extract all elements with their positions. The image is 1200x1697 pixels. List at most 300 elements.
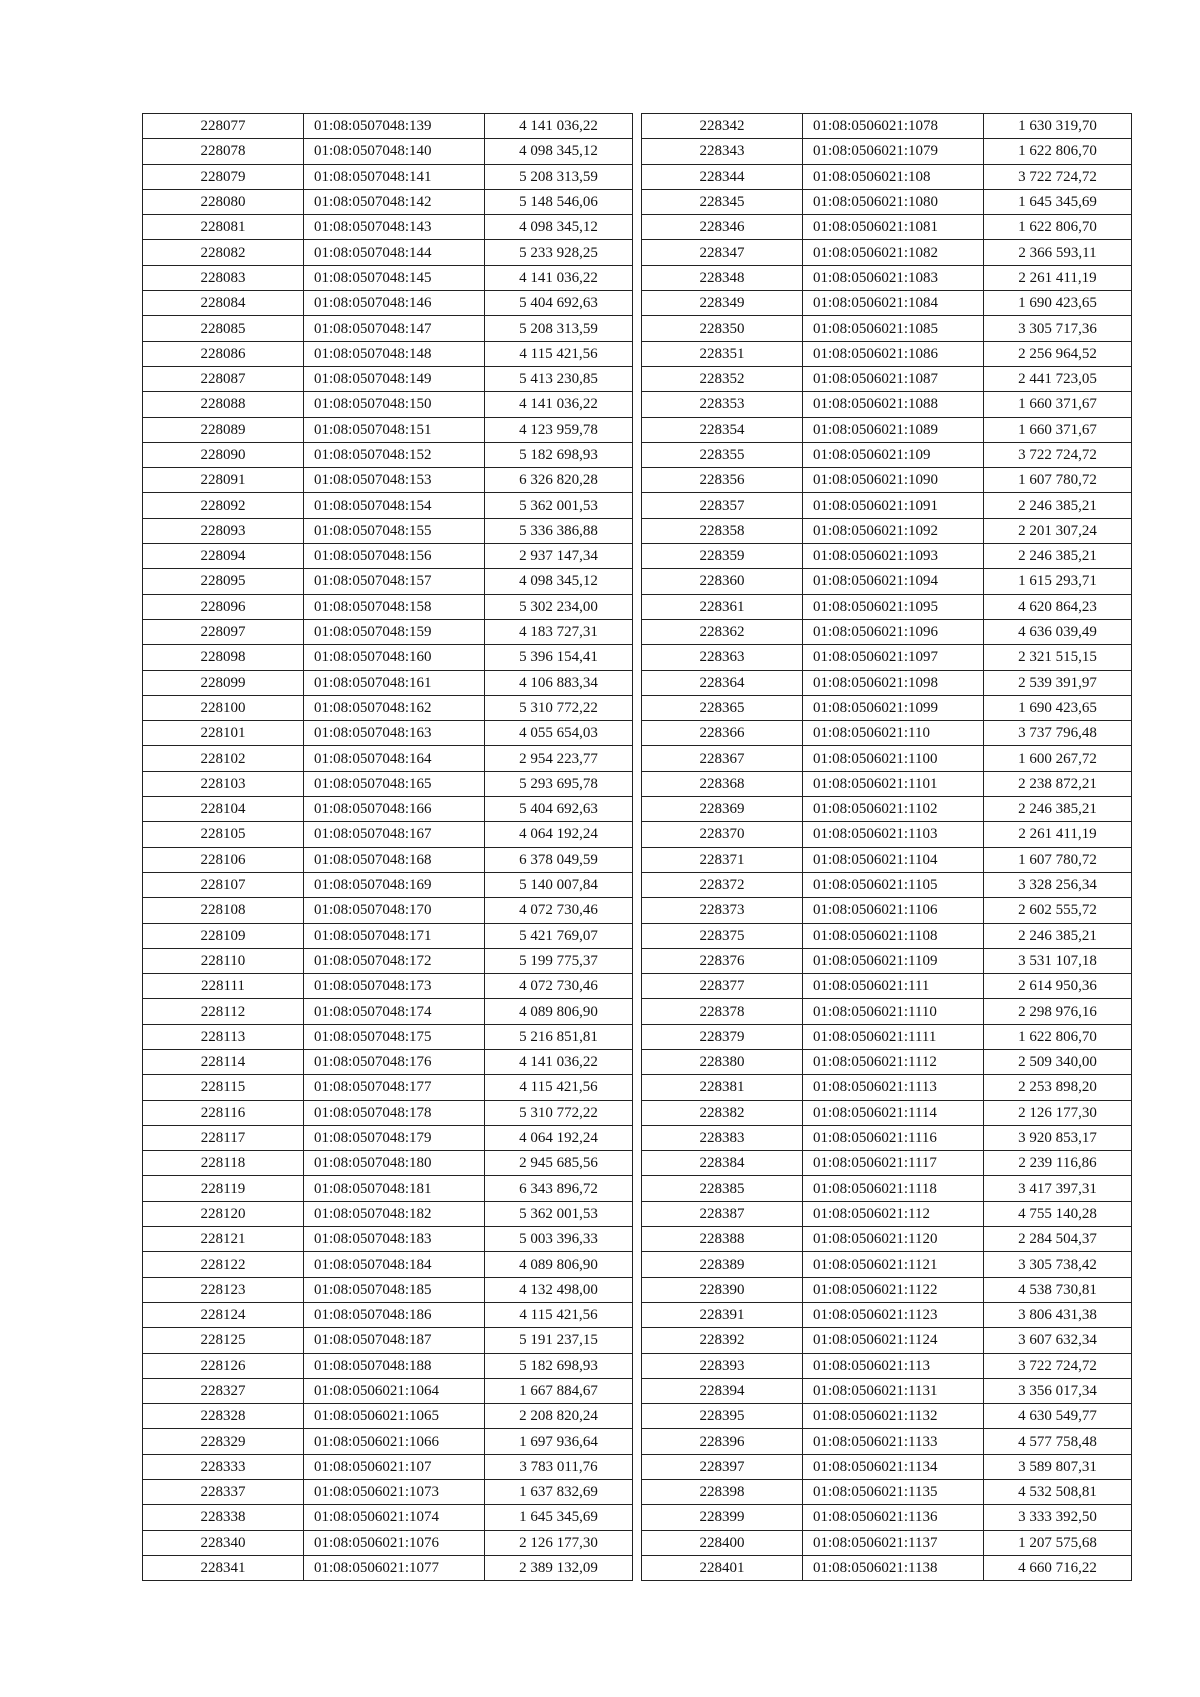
cadastral-number-cell: 01:08:0507048:143 bbox=[304, 215, 485, 240]
row-number-cell: 228086 bbox=[143, 341, 304, 366]
table-row bbox=[642, 1530, 1132, 1555]
cadastral-number-cell: 01:08:0507048:155 bbox=[304, 518, 485, 543]
table-row bbox=[642, 265, 1132, 290]
table-row bbox=[143, 822, 633, 847]
table-row bbox=[642, 316, 1132, 341]
cadastral-number-cell: 01:08:0506021:1078 bbox=[803, 114, 984, 139]
row-number-cell: 228354 bbox=[642, 417, 803, 442]
row-number-cell: 228115 bbox=[143, 1075, 304, 1100]
cadastral-value-cell: 5 233 928,25 bbox=[485, 240, 633, 265]
cadastral-value-cell: 3 417 397,31 bbox=[984, 1176, 1132, 1201]
cadastral-number-cell: 01:08:0506021:1104 bbox=[803, 847, 984, 872]
row-number-cell: 228096 bbox=[143, 594, 304, 619]
table-row bbox=[642, 645, 1132, 670]
table-row bbox=[143, 923, 633, 948]
row-number-cell: 228337 bbox=[143, 1480, 304, 1505]
cadastral-number-cell: 01:08:0506021:1102 bbox=[803, 797, 984, 822]
cadastral-value-cell: 5 182 698,93 bbox=[485, 1353, 633, 1378]
cadastral-number-cell: 01:08:0507048:171 bbox=[304, 923, 485, 948]
cadastral-number-cell: 01:08:0506021:1076 bbox=[304, 1530, 485, 1555]
cadastral-value-cell: 5 208 313,59 bbox=[485, 316, 633, 341]
cadastral-value-cell: 3 783 011,76 bbox=[485, 1454, 633, 1479]
cadastral-value-cell: 2 261 411,19 bbox=[984, 822, 1132, 847]
cadastral-value-cell: 5 182 698,93 bbox=[485, 442, 633, 467]
cadastral-value-cell: 4 064 192,24 bbox=[485, 1125, 633, 1150]
row-number-cell: 228328 bbox=[143, 1404, 304, 1429]
cadastral-number-cell: 01:08:0506021:1091 bbox=[803, 493, 984, 518]
row-number-cell: 228359 bbox=[642, 544, 803, 569]
row-number-cell: 228387 bbox=[642, 1201, 803, 1226]
row-number-cell: 228344 bbox=[642, 164, 803, 189]
table-row bbox=[143, 417, 633, 442]
cadastral-value-cell: 2 238 872,21 bbox=[984, 771, 1132, 796]
cadastral-value-cell: 6 378 049,59 bbox=[485, 847, 633, 872]
cadastral-number-cell: 01:08:0506021:1095 bbox=[803, 594, 984, 619]
table-row bbox=[143, 240, 633, 265]
table-row bbox=[642, 1176, 1132, 1201]
table-row bbox=[143, 898, 633, 923]
cadastral-number-cell: 01:08:0506021:1064 bbox=[304, 1378, 485, 1403]
cadastral-value-cell: 6 343 896,72 bbox=[485, 1176, 633, 1201]
table-row bbox=[642, 139, 1132, 164]
table-row bbox=[143, 1125, 633, 1150]
table-row bbox=[642, 746, 1132, 771]
table-row bbox=[143, 1151, 633, 1176]
cadastral-number-cell: 01:08:0506021:1112 bbox=[803, 1049, 984, 1074]
row-number-cell: 228383 bbox=[642, 1125, 803, 1150]
cadastral-value-cell: 2 366 593,11 bbox=[984, 240, 1132, 265]
cadastral-number-cell: 01:08:0506021:111 bbox=[803, 974, 984, 999]
cadastral-value-cell: 2 509 340,00 bbox=[984, 1049, 1132, 1074]
table-row bbox=[642, 1277, 1132, 1302]
cadastral-value-cell: 3 737 796,48 bbox=[984, 721, 1132, 746]
cadastral-value-cell: 1 667 884,67 bbox=[485, 1378, 633, 1403]
cadastral-value-cell: 2 208 820,24 bbox=[485, 1404, 633, 1429]
cadastral-number-cell: 01:08:0506021:1100 bbox=[803, 746, 984, 771]
row-number-cell: 228397 bbox=[642, 1454, 803, 1479]
row-number-cell: 228078 bbox=[143, 139, 304, 164]
cadastral-value-cell: 4 630 549,77 bbox=[984, 1404, 1132, 1429]
table-row bbox=[642, 872, 1132, 897]
table-row bbox=[143, 493, 633, 518]
cadastral-number-cell: 01:08:0506021:1105 bbox=[803, 872, 984, 897]
row-number-cell: 228085 bbox=[143, 316, 304, 341]
cadastral-value-cell: 1 630 319,70 bbox=[984, 114, 1132, 139]
row-number-cell: 228396 bbox=[642, 1429, 803, 1454]
table-row bbox=[143, 265, 633, 290]
row-number-cell: 228400 bbox=[642, 1530, 803, 1555]
row-number-cell: 228083 bbox=[143, 265, 304, 290]
row-number-cell: 228377 bbox=[642, 974, 803, 999]
row-number-cell: 228089 bbox=[143, 417, 304, 442]
row-number-cell: 228110 bbox=[143, 948, 304, 973]
row-number-cell: 228367 bbox=[642, 746, 803, 771]
cadastral-value-cell: 4 755 140,28 bbox=[984, 1201, 1132, 1226]
cadastral-value-cell: 1 637 832,69 bbox=[485, 1480, 633, 1505]
cadastral-value-cell: 1 690 423,65 bbox=[984, 291, 1132, 316]
row-number-cell: 228380 bbox=[642, 1049, 803, 1074]
cadastral-value-cell: 3 328 256,34 bbox=[984, 872, 1132, 897]
cadastral-value-cell: 4 636 039,49 bbox=[984, 619, 1132, 644]
row-number-cell: 228124 bbox=[143, 1302, 304, 1327]
cadastral-value-cell: 2 246 385,21 bbox=[984, 544, 1132, 569]
row-number-cell: 228125 bbox=[143, 1328, 304, 1353]
cadastral-value-cell: 2 246 385,21 bbox=[984, 797, 1132, 822]
cadastral-number-cell: 01:08:0506021:1092 bbox=[803, 518, 984, 543]
table-row bbox=[642, 923, 1132, 948]
row-number-cell: 228389 bbox=[642, 1252, 803, 1277]
cadastral-value-cell: 2 954 223,77 bbox=[485, 746, 633, 771]
row-number-cell: 228376 bbox=[642, 948, 803, 973]
row-number-cell: 228108 bbox=[143, 898, 304, 923]
cadastral-value-cell: 2 602 555,72 bbox=[984, 898, 1132, 923]
cadastral-value-cell: 1 207 575,68 bbox=[984, 1530, 1132, 1555]
cadastral-value-cell: 2 284 504,37 bbox=[984, 1227, 1132, 1252]
cadastral-number-cell: 01:08:0507048:140 bbox=[304, 139, 485, 164]
cadastral-number-cell: 01:08:0506021:112 bbox=[803, 1201, 984, 1226]
row-number-cell: 228094 bbox=[143, 544, 304, 569]
table-row bbox=[642, 215, 1132, 240]
cadastral-value-cell: 5 404 692,63 bbox=[485, 291, 633, 316]
table-row bbox=[642, 366, 1132, 391]
cadastral-value-cell: 3 589 807,31 bbox=[984, 1454, 1132, 1479]
row-number-cell: 228399 bbox=[642, 1505, 803, 1530]
cadastral-number-cell: 01:08:0506021:1135 bbox=[803, 1480, 984, 1505]
cadastral-number-cell: 01:08:0507048:173 bbox=[304, 974, 485, 999]
cadastral-number-cell: 01:08:0507048:148 bbox=[304, 341, 485, 366]
row-number-cell: 228363 bbox=[642, 645, 803, 670]
table-row bbox=[642, 1302, 1132, 1327]
table-row bbox=[143, 1378, 633, 1403]
cadastral-value-cell: 2 126 177,30 bbox=[984, 1100, 1132, 1125]
cadastral-value-cell: 3 920 853,17 bbox=[984, 1125, 1132, 1150]
table-row bbox=[642, 1429, 1132, 1454]
table-row bbox=[642, 721, 1132, 746]
row-number-cell: 228342 bbox=[642, 114, 803, 139]
cadastral-number-cell: 01:08:0506021:1123 bbox=[803, 1302, 984, 1327]
cadastral-value-cell: 3 607 632,34 bbox=[984, 1328, 1132, 1353]
table-row bbox=[642, 1454, 1132, 1479]
cadastral-number-cell: 01:08:0507048:158 bbox=[304, 594, 485, 619]
row-number-cell: 228371 bbox=[642, 847, 803, 872]
table-row bbox=[642, 189, 1132, 214]
cadastral-value-cell: 2 614 950,36 bbox=[984, 974, 1132, 999]
row-number-cell: 228126 bbox=[143, 1353, 304, 1378]
row-number-cell: 228093 bbox=[143, 518, 304, 543]
cadastral-value-cell: 4 064 192,24 bbox=[485, 822, 633, 847]
cadastral-number-cell: 01:08:0507048:167 bbox=[304, 822, 485, 847]
row-number-cell: 228345 bbox=[642, 189, 803, 214]
table-row bbox=[143, 139, 633, 164]
cadastral-number-cell: 01:08:0506021:1096 bbox=[803, 619, 984, 644]
cadastral-value-cell: 4 089 806,90 bbox=[485, 999, 633, 1024]
row-number-cell: 228343 bbox=[642, 139, 803, 164]
cadastral-number-cell: 01:08:0506021:1133 bbox=[803, 1429, 984, 1454]
row-number-cell: 228347 bbox=[642, 240, 803, 265]
cadastral-value-cell: 3 722 724,72 bbox=[984, 1353, 1132, 1378]
cadastral-number-cell: 01:08:0506021:1089 bbox=[803, 417, 984, 442]
cadastral-value-cell: 5 413 230,85 bbox=[485, 366, 633, 391]
cadastral-value-cell: 4 115 421,56 bbox=[485, 1302, 633, 1327]
row-number-cell: 228104 bbox=[143, 797, 304, 822]
table-row bbox=[143, 948, 633, 973]
table-row bbox=[642, 544, 1132, 569]
table-row bbox=[642, 974, 1132, 999]
row-number-cell: 228107 bbox=[143, 872, 304, 897]
cadastral-value-cell: 6 326 820,28 bbox=[485, 468, 633, 493]
cadastral-value-cell: 1 622 806,70 bbox=[984, 139, 1132, 164]
cadastral-number-cell: 01:08:0506021:1117 bbox=[803, 1151, 984, 1176]
row-number-cell: 228087 bbox=[143, 366, 304, 391]
cadastral-number-cell: 01:08:0507048:146 bbox=[304, 291, 485, 316]
cadastral-number-cell: 01:08:0506021:1138 bbox=[803, 1555, 984, 1580]
row-number-cell: 228348 bbox=[642, 265, 803, 290]
row-number-cell: 228333 bbox=[143, 1454, 304, 1479]
cadastral-number-cell: 01:08:0506021:1137 bbox=[803, 1530, 984, 1555]
cadastral-value-cell: 2 261 411,19 bbox=[984, 265, 1132, 290]
cadastral-number-cell: 01:08:0506021:1122 bbox=[803, 1277, 984, 1302]
row-number-cell: 228079 bbox=[143, 164, 304, 189]
table-row bbox=[143, 645, 633, 670]
table-row bbox=[642, 1075, 1132, 1100]
cadastral-value-cell: 4 098 345,12 bbox=[485, 139, 633, 164]
cadastral-number-cell: 01:08:0507048:150 bbox=[304, 392, 485, 417]
cadastral-value-cell: 5 199 775,37 bbox=[485, 948, 633, 973]
table-row bbox=[642, 948, 1132, 973]
table-row bbox=[143, 1480, 633, 1505]
cadastral-value-cell: 3 305 738,42 bbox=[984, 1252, 1132, 1277]
table-row bbox=[143, 1555, 633, 1580]
row-number-cell: 228369 bbox=[642, 797, 803, 822]
table-row bbox=[143, 1100, 633, 1125]
row-number-cell: 228101 bbox=[143, 721, 304, 746]
table-row bbox=[642, 1353, 1132, 1378]
table-row bbox=[143, 670, 633, 695]
row-number-cell: 228091 bbox=[143, 468, 304, 493]
cadastral-number-cell: 01:08:0506021:1074 bbox=[304, 1505, 485, 1530]
table-row bbox=[642, 1555, 1132, 1580]
cadastral-value-cell: 5 216 851,81 bbox=[485, 1024, 633, 1049]
cadastral-number-cell: 01:08:0507048:178 bbox=[304, 1100, 485, 1125]
table-row bbox=[143, 189, 633, 214]
row-number-cell: 228375 bbox=[642, 923, 803, 948]
cadastral-number-cell: 01:08:0507048:149 bbox=[304, 366, 485, 391]
table-row bbox=[642, 1328, 1132, 1353]
cadastral-number-cell: 01:08:0507048:164 bbox=[304, 746, 485, 771]
table-row bbox=[143, 1277, 633, 1302]
table-row bbox=[642, 569, 1132, 594]
cadastral-number-cell: 01:08:0507048:187 bbox=[304, 1328, 485, 1353]
cadastral-value-cell: 3 356 017,34 bbox=[984, 1378, 1132, 1403]
row-number-cell: 228113 bbox=[143, 1024, 304, 1049]
table-row bbox=[642, 1201, 1132, 1226]
row-number-cell: 228103 bbox=[143, 771, 304, 796]
cadastral-number-cell: 01:08:0506021:1136 bbox=[803, 1505, 984, 1530]
table-row bbox=[642, 898, 1132, 923]
cadastral-value-cell: 5 191 237,15 bbox=[485, 1328, 633, 1353]
table-row bbox=[143, 1353, 633, 1378]
row-number-cell: 228102 bbox=[143, 746, 304, 771]
cadastral-number-cell: 01:08:0506021:1084 bbox=[803, 291, 984, 316]
row-number-cell: 228121 bbox=[143, 1227, 304, 1252]
cadastral-value-cell: 1 645 345,69 bbox=[485, 1505, 633, 1530]
cadastral-number-cell: 01:08:0507048:180 bbox=[304, 1151, 485, 1176]
cadastral-number-cell: 01:08:0507048:176 bbox=[304, 1049, 485, 1074]
table-row bbox=[143, 1505, 633, 1530]
row-number-cell: 228395 bbox=[642, 1404, 803, 1429]
row-number-cell: 228349 bbox=[642, 291, 803, 316]
table-row bbox=[143, 1024, 633, 1049]
table-row bbox=[143, 392, 633, 417]
cadastral-value-cell: 4 183 727,31 bbox=[485, 619, 633, 644]
cadastral-number-cell: 01:08:0506021:1132 bbox=[803, 1404, 984, 1429]
cadastral-number-cell: 01:08:0506021:1134 bbox=[803, 1454, 984, 1479]
cadastral-number-cell: 01:08:0506021:1103 bbox=[803, 822, 984, 847]
row-number-cell: 228353 bbox=[642, 392, 803, 417]
cadastral-number-cell: 01:08:0507048:144 bbox=[304, 240, 485, 265]
row-number-cell: 228112 bbox=[143, 999, 304, 1024]
table-row bbox=[143, 291, 633, 316]
cadastral-value-cell: 1 607 780,72 bbox=[984, 847, 1132, 872]
cadastral-value-cell: 4 098 345,12 bbox=[485, 215, 633, 240]
table-row bbox=[143, 771, 633, 796]
table-row bbox=[143, 721, 633, 746]
cadastral-value-cell: 1 615 293,71 bbox=[984, 569, 1132, 594]
row-number-cell: 228080 bbox=[143, 189, 304, 214]
table-row bbox=[642, 797, 1132, 822]
cadastral-value-cell: 1 622 806,70 bbox=[984, 1024, 1132, 1049]
table-row bbox=[642, 468, 1132, 493]
row-number-cell: 228381 bbox=[642, 1075, 803, 1100]
cadastral-value-cell: 2 246 385,21 bbox=[984, 923, 1132, 948]
row-number-cell: 228361 bbox=[642, 594, 803, 619]
table-row bbox=[642, 417, 1132, 442]
table-row bbox=[642, 291, 1132, 316]
row-number-cell: 228390 bbox=[642, 1277, 803, 1302]
row-number-cell: 228360 bbox=[642, 569, 803, 594]
cadastral-value-cell: 2 298 976,16 bbox=[984, 999, 1132, 1024]
row-number-cell: 228123 bbox=[143, 1277, 304, 1302]
row-number-cell: 228384 bbox=[642, 1151, 803, 1176]
cadastral-number-cell: 01:08:0506021:1124 bbox=[803, 1328, 984, 1353]
table-row bbox=[143, 1176, 633, 1201]
row-number-cell: 228077 bbox=[143, 114, 304, 139]
cadastral-value-cell: 1 660 371,67 bbox=[984, 392, 1132, 417]
row-number-cell: 228098 bbox=[143, 645, 304, 670]
cadastral-number-cell: 01:08:0506021:110 bbox=[803, 721, 984, 746]
cadastral-value-cell: 1 690 423,65 bbox=[984, 695, 1132, 720]
row-number-cell: 228329 bbox=[143, 1429, 304, 1454]
cadastral-number-cell: 01:08:0507048:172 bbox=[304, 948, 485, 973]
cadastral-number-cell: 01:08:0506021:1080 bbox=[803, 189, 984, 214]
cadastral-number-cell: 01:08:0507048:154 bbox=[304, 493, 485, 518]
cadastral-value-cell: 1 622 806,70 bbox=[984, 215, 1132, 240]
row-number-cell: 228117 bbox=[143, 1125, 304, 1150]
cadastral-number-cell: 01:08:0507048:177 bbox=[304, 1075, 485, 1100]
table-row bbox=[642, 1049, 1132, 1074]
cadastral-value-cell: 5 148 546,06 bbox=[485, 189, 633, 214]
cadastral-number-cell: 01:08:0506021:1121 bbox=[803, 1252, 984, 1277]
cadastral-value-cell: 5 336 386,88 bbox=[485, 518, 633, 543]
table-row bbox=[642, 695, 1132, 720]
table-row bbox=[642, 392, 1132, 417]
cadastral-value-cell: 5 310 772,22 bbox=[485, 695, 633, 720]
cadastral-number-cell: 01:08:0507048:152 bbox=[304, 442, 485, 467]
row-number-cell: 228346 bbox=[642, 215, 803, 240]
cadastral-value-cell: 2 441 723,05 bbox=[984, 366, 1132, 391]
cadastral-number-cell: 01:08:0506021:1120 bbox=[803, 1227, 984, 1252]
row-number-cell: 228084 bbox=[143, 291, 304, 316]
cadastral-value-cell: 4 115 421,56 bbox=[485, 1075, 633, 1100]
table-row bbox=[642, 1252, 1132, 1277]
table-row bbox=[143, 1252, 633, 1277]
table-row bbox=[143, 518, 633, 543]
row-number-cell: 228370 bbox=[642, 822, 803, 847]
cadastral-number-cell: 01:08:0506021:1099 bbox=[803, 695, 984, 720]
row-number-cell: 228340 bbox=[143, 1530, 304, 1555]
cadastral-number-cell: 01:08:0507048:188 bbox=[304, 1353, 485, 1378]
table-row bbox=[642, 1125, 1132, 1150]
cadastral-value-cell: 4 072 730,46 bbox=[485, 974, 633, 999]
cadastral-value-cell: 4 098 345,12 bbox=[485, 569, 633, 594]
row-number-cell: 228401 bbox=[642, 1555, 803, 1580]
row-number-cell: 228379 bbox=[642, 1024, 803, 1049]
cadastral-number-cell: 01:08:0507048:139 bbox=[304, 114, 485, 139]
row-number-cell: 228364 bbox=[642, 670, 803, 695]
cadastral-value-cell: 5 310 772,22 bbox=[485, 1100, 633, 1125]
cadastral-value-cell: 2 239 116,86 bbox=[984, 1151, 1132, 1176]
cadastral-number-cell: 01:08:0507048:156 bbox=[304, 544, 485, 569]
cadastral-number-cell: 01:08:0506021:1081 bbox=[803, 215, 984, 240]
table-row bbox=[143, 164, 633, 189]
table-row bbox=[143, 1530, 633, 1555]
cadastral-number-cell: 01:08:0506021:1073 bbox=[304, 1480, 485, 1505]
cadastral-value-cell: 4 620 864,23 bbox=[984, 594, 1132, 619]
row-number-cell: 228341 bbox=[143, 1555, 304, 1580]
cadastral-value-cell: 4 660 716,22 bbox=[984, 1555, 1132, 1580]
cadastral-value-cell: 5 208 313,59 bbox=[485, 164, 633, 189]
table-row bbox=[642, 493, 1132, 518]
cadastral-number-cell: 01:08:0506021:1083 bbox=[803, 265, 984, 290]
table-row bbox=[143, 1404, 633, 1429]
cadastral-number-cell: 01:08:0506021:1131 bbox=[803, 1378, 984, 1403]
row-number-cell: 228372 bbox=[642, 872, 803, 897]
cadastral-value-cell: 5 404 692,63 bbox=[485, 797, 633, 822]
cadastral-value-cell: 4 141 036,22 bbox=[485, 114, 633, 139]
cadastral-number-cell: 01:08:0506021:1110 bbox=[803, 999, 984, 1024]
cadastral-number-cell: 01:08:0506021:1109 bbox=[803, 948, 984, 973]
table-row bbox=[143, 594, 633, 619]
cadastral-number-cell: 01:08:0506021:1116 bbox=[803, 1125, 984, 1150]
table-row bbox=[642, 164, 1132, 189]
cadastral-number-cell: 01:08:0507048:151 bbox=[304, 417, 485, 442]
row-number-cell: 228358 bbox=[642, 518, 803, 543]
table-row bbox=[642, 442, 1132, 467]
cadastral-value-cell: 2 937 147,34 bbox=[485, 544, 633, 569]
cadastral-value-cell: 4 089 806,90 bbox=[485, 1252, 633, 1277]
table-row bbox=[642, 1227, 1132, 1252]
table-row bbox=[642, 518, 1132, 543]
cadastral-value-cell: 4 072 730,46 bbox=[485, 898, 633, 923]
row-number-cell: 228088 bbox=[143, 392, 304, 417]
cadastral-number-cell: 01:08:0506021:1094 bbox=[803, 569, 984, 594]
row-number-cell: 228388 bbox=[642, 1227, 803, 1252]
table-row bbox=[143, 544, 633, 569]
cadastral-number-cell: 01:08:0507048:159 bbox=[304, 619, 485, 644]
cadastral-value-cell: 5 293 695,78 bbox=[485, 771, 633, 796]
cadastral-number-cell: 01:08:0506021:1097 bbox=[803, 645, 984, 670]
cadastral-number-cell: 01:08:0507048:175 bbox=[304, 1024, 485, 1049]
